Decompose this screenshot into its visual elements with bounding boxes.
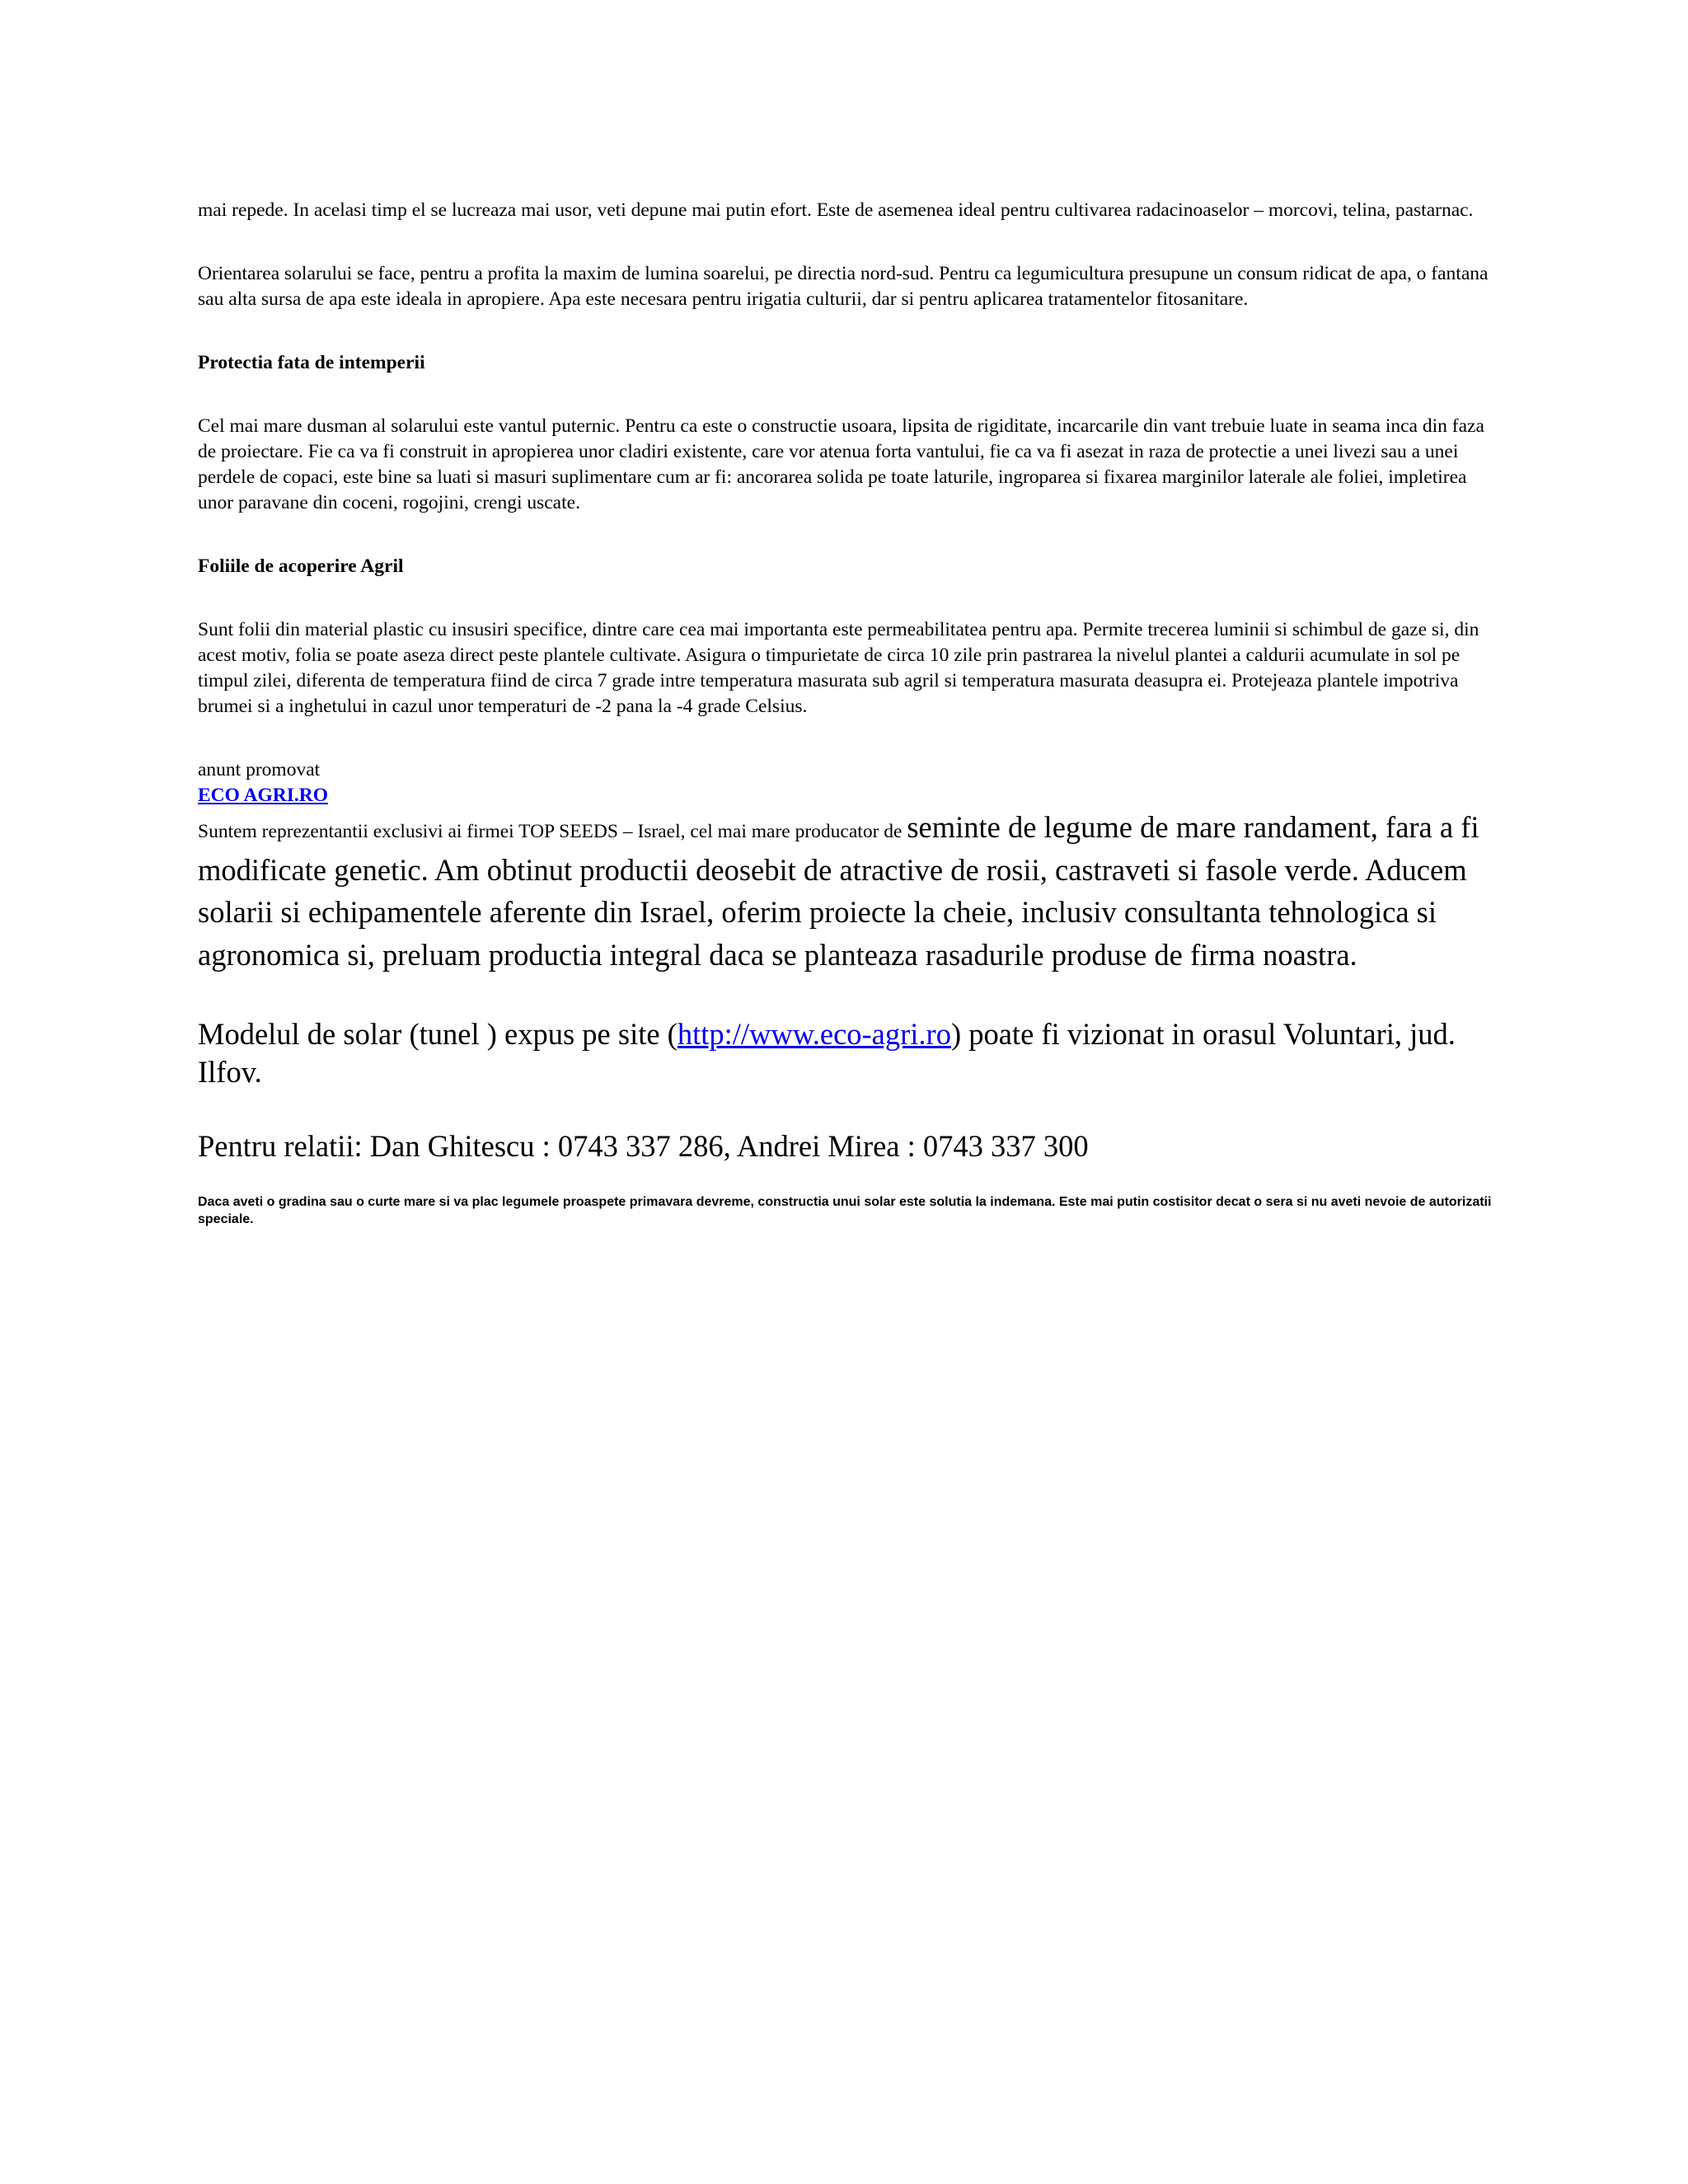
paragraph-wind: Cel mai mare dusman al solarului este vantul puternic. Pentru ca este o constructie usoara, lipsita de rigiditate, incarcarile din vant trebuie luate in seama inca din faza de proiectare. Fie ca va fi construit in apropierea unor cladiri existente, care vor atenua forta vantului, fie ca va fi asezat in raza de protectie a unei livezi sau a unei perdele de copaci, este bine sa luati si masuri suplimentare cum ar fi: ancorarea solida pe toate laturile, ingroparea si fixarea marginilor laterale ale foliei, impletirea unor paravane din coceni, rogojini, crengi uscate. (198, 415, 1484, 513)
heading-agril-foils: Foliile de acoperire Agril (198, 555, 404, 577)
paragraph-orientation: Orientarea solarului se face, pentru a profita la maxim de lumina soarelui, pe directia nord-sud. Pentru ca legumicultura presupune un consum ridicat de apa, o fantana sau alta sursa de apa este ideala in apropiere. Apa este necesara pentru irigatia culturii, dar si pentru aplicarea tratamentelor fitosanitare. (198, 263, 1489, 310)
heading-weather-protection: Protectia fata de intemperii (198, 352, 425, 373)
paragraph-agril: Sunt folii din material plastic cu insusiri specifice, dintre care cea mai importanta este permeabilitatea pentru apa. Permite trecerea luminii si schimbul de gaze si, din acest motiv, folia se poate aseza direct peste plantele cultivate. Asigura o timpurietate de circa 10 zile prin pastrarea la nivelul plantei a caldurii acumulate in sol pe timpul zilei, diferenta de temperatura fiind de circa 7 grade intre temperatura masurata sub agril si temperatura masurata deasupra ei. Protejeaza plantele impotriva brumei si a inghetului in cazul unor temperaturi de -2 pana la -4 grade Celsius. (198, 619, 1479, 717)
paragraph-intro-continued: mai repede. In acelasi timp el se lucreaza mai usor, veti depune mai putin efort. Este de asemenea ideal pentru cultivarea radacinoaselor – morcovi, telina, pastarnac. (198, 199, 1474, 221)
promo-label: anunt promovat (198, 759, 321, 780)
eco-agri-link[interactable]: ECO AGRI.RO (198, 785, 328, 806)
document-page (198, 198, 1496, 1228)
promo-intro-small: Suntem reprezentantii exclusivi ai firmei TOP SEEDS – Israel, cel mai mare producator de (198, 821, 907, 842)
promo-model-after: ) poate fi vizionat in orasul Voluntari, jud. Ilfov. (198, 1017, 1456, 1089)
eco-agri-site-link[interactable]: http://www.eco-agri.ro (677, 1017, 951, 1051)
promo-body (198, 808, 1496, 978)
promo-contact: Pentru relatii: Dan Ghitescu : 0743 337 286, Andrei Mirea : 0743 337 300 (198, 1129, 1089, 1163)
promo-model-paragraph (198, 1015, 1496, 1090)
promo-title (198, 783, 1496, 808)
promo-intro-big: seminte de legume de mare randament, fara a fi modificate genetic. Am obtinut productii deosebit de atractive de rosii, castraveti si fasole verde. Aducem solarii si echipamentele aferente din Israel, oferim proiecte la cheie, inclusiv consultanta tehnologica si agronomica si, preluam productia integral daca se planteaza rasadurile produse de firma noastra. (198, 810, 1479, 972)
promo-model-before: Modelul de solar (tunel ) expus pe site ( (198, 1017, 678, 1051)
footer-note: Daca aveti o gradina sau o curte mare si va plac legumele proaspete primavara devreme, constructia unui solar este solutia la indemana. Este mai putin costisitor decat o sera si nu aveti nevoie de autorizatii speciale. (198, 1194, 1492, 1226)
